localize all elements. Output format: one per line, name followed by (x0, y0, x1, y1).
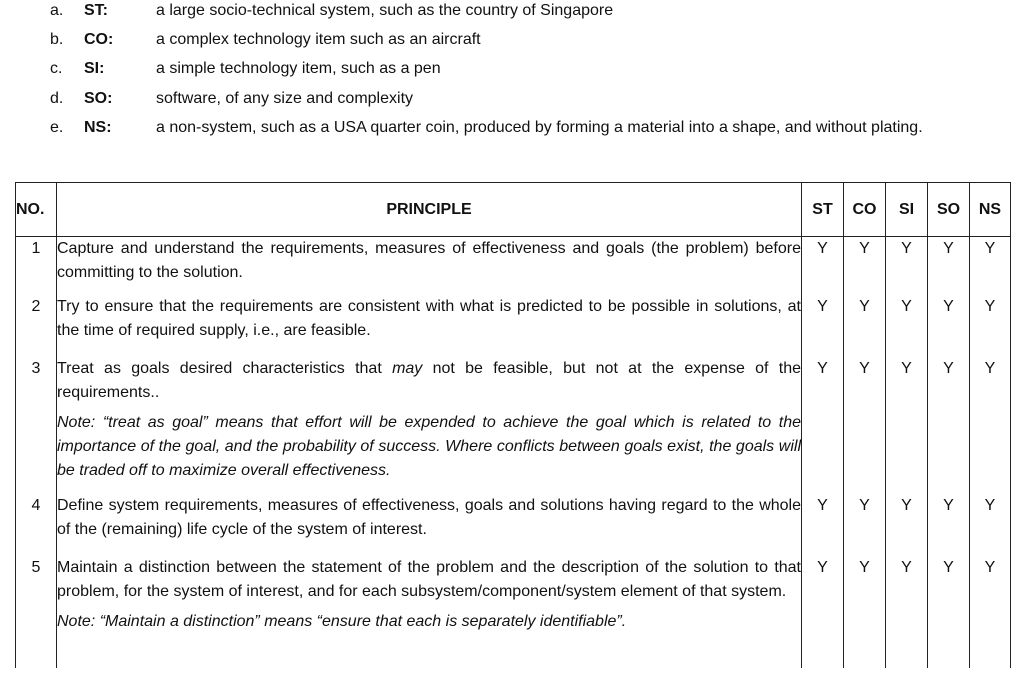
list-letter: d. (50, 90, 64, 107)
principles-table (15, 182, 1011, 668)
system-code: ST: (84, 2, 108, 19)
table-row (16, 494, 1011, 556)
list-letter: b. (50, 31, 64, 48)
system-description: a large socio-technical system, such as the country of Singapore (156, 2, 614, 19)
header-st: ST (802, 183, 844, 237)
si-flag: Y (886, 494, 928, 556)
ns-flag: Y (970, 556, 1011, 668)
system-description: a complex technology item such as an aircraft (156, 31, 481, 48)
so-flag: Y (928, 556, 970, 668)
ns-flag: Y (970, 357, 1011, 494)
so-flag: Y (928, 357, 970, 494)
header-si: SI (886, 183, 928, 237)
ns-flag: Y (970, 295, 1011, 357)
si-flag: Y (886, 237, 928, 296)
system-code: SO: (84, 90, 113, 107)
st-flag: Y (802, 494, 844, 556)
table-row (16, 357, 1011, 494)
table-row (16, 237, 1011, 296)
row-number: 4 (16, 494, 57, 556)
si-flag: Y (886, 295, 928, 357)
system-description: a simple technology item, such as a pen (156, 60, 441, 77)
table-row (16, 295, 1011, 357)
list-letter: c. (50, 60, 63, 77)
row-number: 5 (16, 556, 57, 668)
row-number: 3 (16, 357, 57, 494)
st-flag: Y (802, 295, 844, 357)
header-principle: PRINCIPLE (57, 183, 802, 237)
header-ns: NS (970, 183, 1011, 237)
principle-text-emphasis: may (392, 360, 423, 377)
principle-cell (57, 357, 802, 494)
si-flag: Y (886, 556, 928, 668)
system-description: a non-system, such as a USA quarter coin, produced by forming a material into a shape, and without plating. (156, 119, 923, 136)
principle-note: Note: “Maintain a distinction” means “ensure that each is separately identifiable”. (57, 613, 627, 630)
principle-cell (57, 556, 802, 668)
system-code: SI: (84, 60, 105, 77)
row-number: 1 (16, 237, 57, 296)
si-flag: Y (886, 357, 928, 494)
principle-text-start: Treat as goals desired characteristics that (57, 360, 393, 377)
system-description: software, of any size and complexity (156, 90, 414, 107)
row-number: 2 (16, 295, 57, 357)
principle-text: Maintain a distinction between the statement of the problem and the description of the solution to that problem, for the system of interest, and for each subsystem/component/system element of that system. (57, 559, 801, 600)
co-flag: Y (844, 494, 886, 556)
ns-flag: Y (970, 494, 1011, 556)
co-flag: Y (844, 295, 886, 357)
system-code: NS: (84, 119, 112, 136)
principle-cell (57, 494, 802, 556)
principle-cell (57, 237, 802, 296)
st-flag: Y (802, 556, 844, 668)
list-letter: e. (50, 119, 64, 136)
principle-note: Note: “treat as goal” means that effort will be expended to achieve the goal which is related to the importance of the goal, and the probability of success. Where conflicts between goals exist, the goals will be traded off to maximize overall effectiveness. (57, 414, 801, 479)
co-flag: Y (844, 237, 886, 296)
principle-cell (57, 295, 802, 357)
system-code: CO: (84, 31, 114, 48)
header-co: CO (844, 183, 886, 237)
so-flag: Y (928, 237, 970, 296)
list-letter: a. (50, 2, 64, 19)
principle-text: Try to ensure that the requirements are consistent with what is predicted to be possible in solutions, at the time of required supply, i.e., are feasible. (57, 298, 801, 339)
table-row (16, 556, 1011, 668)
table-header-row (16, 183, 1011, 237)
st-flag: Y (802, 357, 844, 494)
principle-text-end: not be feasible, but not at the expense of the requirements.. (57, 360, 802, 401)
principle-text: Capture and understand the requirements, measures of effectiveness and goals (the problem) before committing to the solution. (57, 240, 801, 281)
so-flag: Y (928, 494, 970, 556)
principle-text: Define system requirements, measures of effectiveness, goals and solutions having regard to the whole of the (remaining) life cycle of the system of interest. (57, 497, 801, 538)
principle-text (57, 357, 801, 405)
so-flag: Y (928, 295, 970, 357)
co-flag: Y (844, 357, 886, 494)
ns-flag: Y (970, 237, 1011, 296)
header-so: SO (928, 183, 970, 237)
st-flag: Y (802, 237, 844, 296)
header-no: NO. (16, 183, 57, 237)
co-flag: Y (844, 556, 886, 668)
